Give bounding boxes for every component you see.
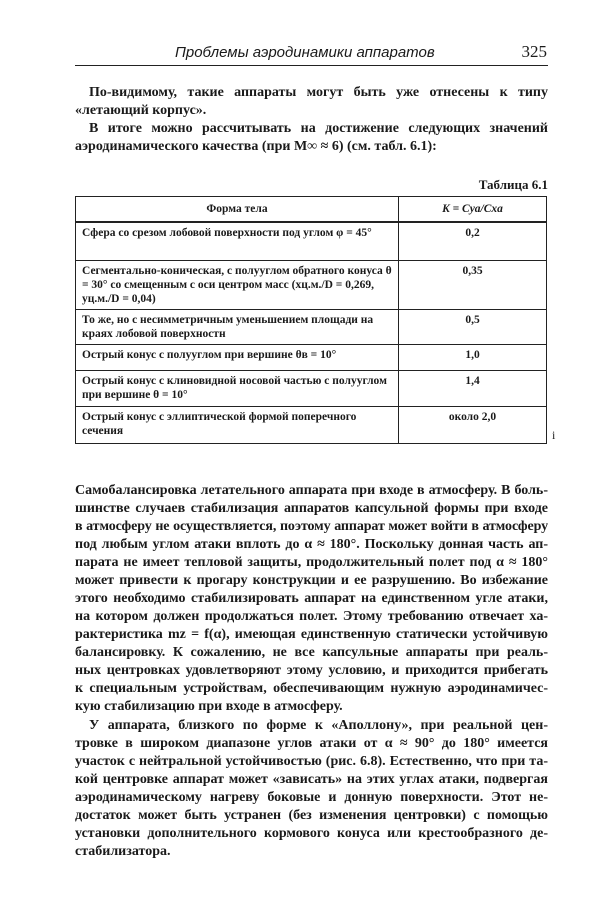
table-label: Таблица 6.1	[478, 177, 548, 192]
text-line: аэродинамическому нагреву боковые и донную поверхности. Этот не-	[75, 789, 548, 805]
text-line: может привести к прогару конструкции и ее разрушению. Во избежание	[75, 572, 548, 588]
cell-shape: То же, но с несимметричным уменьшением площади на краях лобовой поверхностн	[76, 309, 399, 344]
cell-k: 1,4	[399, 370, 547, 406]
cell-k: 0,35	[399, 260, 547, 309]
text-line: ных центровках удовлетворяют этому условию, и приходится прибегать	[75, 662, 548, 678]
text-line: «летающий корпус».	[75, 102, 207, 118]
table-row	[76, 370, 547, 406]
paragraph-1	[75, 84, 548, 119]
cell-k: 0,2	[399, 222, 547, 260]
table-row	[76, 344, 547, 370]
page-number: 325	[521, 42, 547, 61]
table-row	[76, 222, 547, 260]
cell-k: около 2,0	[399, 406, 547, 443]
column-header-k: K = Cyа/Cxа	[399, 197, 547, 223]
text-line: рактеристика mz = f(α), имеющая единственную статически устойчивую	[75, 626, 548, 642]
text-line: на котором должен продолжаться полет. Этому требованию отвечает ха-	[75, 608, 548, 624]
cell-shape: Сфера со срезом лобовой поверхности под углом φ = 45°	[76, 222, 399, 260]
text-line: кой центровке аппарат может «зависать» на этих углах атаки, подвергая	[75, 771, 548, 787]
page-body	[75, 84, 548, 861]
cell-k: 0,5	[399, 309, 547, 344]
text-line: участок с нейтральной устойчивостью (рис. 6.8). Естественно, что при та-	[75, 753, 548, 769]
text-line: достаток может быть устранен (без изменения центровки) с помощью	[75, 807, 548, 823]
table-row	[76, 406, 547, 443]
text-line: балансировку. К сожалению, не все капсульные аппараты при реаль-	[75, 644, 548, 660]
text-line: У аппарата, близкого по форме к «Аполлону», при реальной цен-	[89, 717, 548, 733]
table-6-1	[75, 196, 547, 444]
cell-shape: Острый конус с клиновидной носовой частью с полууглом при вершине θ = 10°	[76, 370, 399, 406]
column-header-shape: Форма тела	[76, 197, 399, 223]
text-line: к специальным устройствам, обеспечивающим нужную аэродинамичес-	[75, 680, 548, 696]
cell-shape: Сегментально-коническая, с полууглом обратного конуса θ = 30° со смещенным с оси центром масс (xц.м./D = 0,269, yц.м./D = 0,04)	[76, 260, 399, 309]
table-row	[76, 309, 547, 344]
cell-k: 1,0	[399, 344, 547, 370]
paragraph-2	[75, 120, 548, 155]
paragraph-4	[75, 717, 548, 861]
text-line: кую стабилизацию при входе в атмосферу.	[75, 698, 343, 714]
paragraph-3	[75, 482, 548, 716]
text-line: тровке в широком диапазоне углов атаки от α ≈ 90° до 180° имеется	[75, 735, 548, 751]
running-header-title: Проблемы аэродинамики аппаратов	[175, 44, 435, 61]
text-line: В итоге можно рассчитывать на достижение следующих значений	[89, 121, 548, 136]
text-line: в атмосферу не осуществляется, поэтому аппарат может войти в атмосферу	[75, 518, 548, 534]
text-line: По-видимому, такие аппараты могут быть уже отнесены к типу	[89, 85, 548, 100]
text-line: шинстве случаев стабилизация аппаратов капсульной формы при входе	[75, 500, 548, 516]
text-line: под любым углом атаки вплоть до α ≈ 180°. Поскольку донная часть ап-	[75, 536, 548, 552]
text-line: стабилизатора.	[75, 843, 171, 859]
text-line: установки дополнительного кормового конуса или крестообразного де-	[75, 825, 548, 841]
text-line: этого необходимо стабилизировать аппарат на единственном угле атаки,	[75, 590, 548, 606]
table-row	[76, 260, 547, 309]
text-line: Самобалансировка летательного аппарата при входе в атмосферу. В боль-	[75, 482, 548, 498]
cell-shape: Острый конус с эллиптической формой поперечного сечения	[76, 406, 399, 443]
stray-mark: i	[552, 428, 556, 442]
text-line: аэродинамического качества (при M∞ ≈ 6) (см. табл. 6.1):	[75, 138, 437, 154]
cell-shape: Острый конус с полууглом при вершине θв = 10°	[76, 344, 399, 370]
text-line: парата не имеет тепловой защиты, продолжительный полет под α ≈ 180°	[75, 554, 548, 570]
header-rule	[75, 65, 548, 66]
